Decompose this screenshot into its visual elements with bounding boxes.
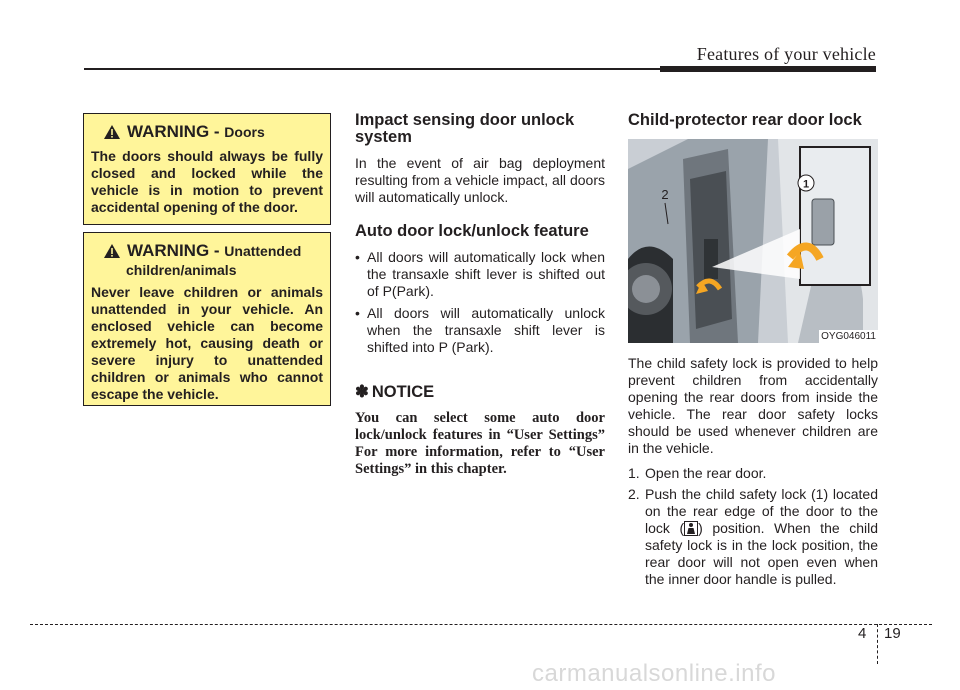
- warning-triangle-icon: [103, 124, 121, 140]
- warning-body: Never leave children or animals unattended in your vehicle. An enclosed vehicle can become extremely hot, causing death or severe injury to unattended children or animals who cannot escape the vehicle.: [91, 284, 323, 402]
- notice-heading: [355, 382, 605, 402]
- child-lock-figure: [628, 139, 878, 343]
- child-lock-intro: The child safety lock is provided to help prevent children from accidentally opening the rear doors from inside the vehicle. The rear door safety locks should be used whenever children are in the vehicle.: [628, 355, 878, 456]
- list-item: • All doors will automatically lock when the transaxle shift lever is shifted out of P(Park).: [355, 249, 605, 299]
- warning-label: WARNING -: [127, 122, 225, 141]
- right-column: [628, 112, 878, 592]
- figure-label-2: 2: [661, 187, 669, 202]
- warning-body: The doors should always be fully closed and locked while the vehicle is in motion to prevent accidental opening of the door.: [91, 148, 323, 215]
- page-number: 19: [884, 625, 901, 642]
- footer-divider: [877, 624, 878, 664]
- list-item: • All doors will automatically unlock when the transaxle shift lever is shifted into P (Park).: [355, 305, 605, 355]
- child-lock-icon: [684, 521, 698, 536]
- notice-symbol-icon: ✽: [355, 383, 369, 401]
- car-door-illustration: [628, 139, 878, 343]
- warning-title: [91, 241, 323, 261]
- impact-heading: Impact sensing door unlock system: [355, 111, 575, 146]
- chapter-number: 4: [858, 625, 867, 642]
- warning-triangle-icon: [103, 243, 121, 259]
- impact-body: In the event of air bag deployment resulting from a vehicle impact, all doors will automatically unlock.: [355, 155, 605, 205]
- figure-label-1: 1: [802, 178, 810, 191]
- watermark: carmanualsonline.info: [532, 660, 776, 687]
- notice-title: NOTICE: [371, 382, 435, 401]
- warning-box-doors: [83, 113, 331, 225]
- child-lock-steps: [628, 465, 878, 588]
- header-rule-accent: [660, 66, 876, 72]
- warning-label: WARNING -: [127, 241, 225, 260]
- footer-rule: [30, 624, 932, 625]
- section-title: Features of your vehicle: [696, 44, 876, 64]
- warning-subject: Doors: [224, 124, 265, 140]
- notice-body: You can select some auto door lock/unlock features in “User Settings” For more information, refer to “User Settings” in this chapter.: [355, 410, 605, 477]
- figure-code: OYG046011: [821, 331, 876, 342]
- child-lock-heading: Child-protector rear door lock: [628, 111, 862, 129]
- auto-lock-list: [355, 249, 605, 356]
- warning-subject-line2: children/animals: [126, 262, 237, 278]
- middle-column: [355, 112, 605, 478]
- warning-box-unattended: [83, 232, 331, 406]
- list-item: 1. Open the rear door.: [628, 465, 767, 481]
- warning-subject: Unattended: [224, 243, 302, 259]
- auto-lock-heading: Auto door lock/unlock feature: [355, 222, 589, 240]
- warning-title: [91, 122, 323, 142]
- list-item: 2. Push the child safety lock (1) located on the rear edge of the door to the lock ( ) position. When the child safety lock is in the lock position, the rear door will not open even when the inner door handle is pulled.: [628, 486, 878, 587]
